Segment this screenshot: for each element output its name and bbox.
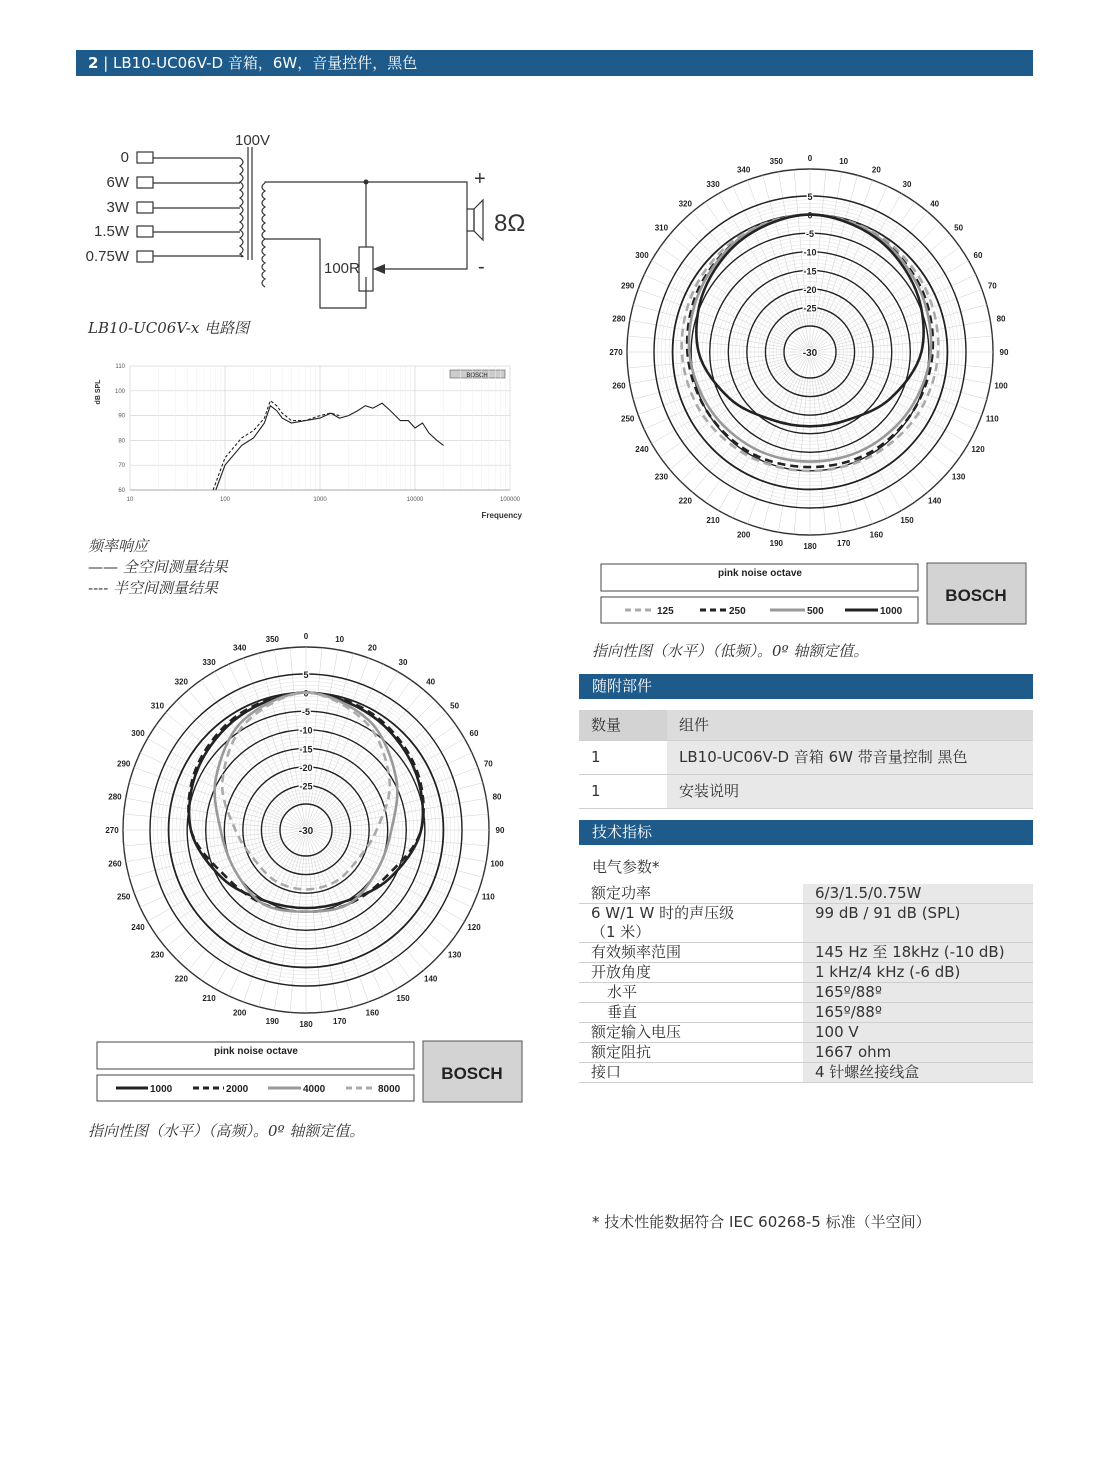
polar-low-legend-title: pink noise octave	[718, 568, 802, 579]
accessories-title: 随附部件	[579, 674, 1033, 699]
polar-angle-label: 210	[202, 994, 216, 1004]
polar-angle-label: 280	[612, 314, 626, 324]
polar-angle-label: 200	[736, 530, 751, 540]
accessory-qty: 1	[579, 741, 667, 775]
table-row	[579, 1023, 1033, 1043]
freq-caption-half: ---- 半空间测量结果	[88, 579, 219, 597]
polar-r-tick-label: -15	[299, 744, 313, 755]
spec-label: 垂直	[579, 1003, 803, 1023]
specs-table	[579, 884, 1033, 1083]
table-row	[579, 904, 1033, 943]
freq-ytick-label: 60	[118, 488, 125, 494]
freq-ytick-label: 80	[118, 438, 125, 445]
polar-angle-label: 20	[367, 643, 377, 653]
polar-r-tick-label: -20	[803, 284, 817, 295]
polar-angle-label: 280	[108, 792, 122, 802]
polar-angle-label: 260	[108, 859, 122, 869]
polar-angle-label: 110	[481, 892, 495, 902]
polar-angle-label: 110	[985, 414, 999, 424]
tap-label-3: 1.5W	[93, 223, 129, 240]
specs-title: 技术指标	[579, 820, 1033, 845]
polar-angle-label: 10	[335, 634, 345, 644]
polar-angle-label: 300	[635, 251, 649, 260]
polar-angle-label: 290	[117, 759, 131, 769]
polar-angle-label: 0	[807, 154, 813, 163]
polar-r-tick-label: 5	[807, 192, 813, 202]
polar-angle-label: 240	[635, 445, 649, 454]
polar-chart-high	[96, 618, 516, 1038]
polar-angle-label: 230	[150, 950, 165, 960]
polar-angle-label: 330	[706, 179, 720, 189]
polar-angle-label: 50	[954, 223, 964, 233]
polar-angle-label: 250	[117, 892, 131, 902]
polar-angle-label: 0	[303, 632, 309, 641]
spec-value: 165º/88º	[803, 1003, 1033, 1023]
freq-xtick-label: 100000	[499, 497, 521, 503]
polar-r-tick-label: -5	[805, 229, 815, 240]
tap-terminal-0	[137, 152, 153, 163]
freq-caption-full: —— 全空间测量结果	[88, 558, 228, 576]
freq-xtick-label: 10000	[406, 497, 424, 503]
loudspeaker-icon	[467, 200, 483, 240]
polar-high-caption: 指向性图（水平）（高频）。0º 轴额定值。	[88, 1122, 365, 1140]
polar-angle-label: 30	[398, 657, 408, 667]
spec-label: 额定输入电压	[579, 1023, 803, 1043]
polar-high-legend-0: 1000	[150, 1084, 173, 1095]
polar-r-tick-label: -20	[299, 762, 313, 773]
polar-angle-label: 320	[678, 199, 692, 209]
polar-high-legend-2: 4000	[303, 1084, 326, 1095]
polar-high-logo: BOSCH	[441, 1064, 503, 1083]
freq-ytick-label: 110	[115, 364, 125, 370]
spec-label: 水平	[579, 983, 803, 1003]
polar-angle-label: 310	[654, 223, 669, 233]
polar-angle-label: 310	[150, 701, 165, 711]
specs-footnote: * 技术性能数据符合 IEC 60268-5 标准（半空间）	[592, 1213, 931, 1231]
polar-angle-label: 330	[202, 657, 216, 667]
polar-low-legend-0: 125	[657, 606, 674, 617]
freq-ytick-label: 90	[118, 413, 125, 420]
spec-label: 额定阻抗	[579, 1043, 803, 1063]
freq-caption-title: 频率响应	[88, 537, 149, 555]
polar-angle-label: 130	[951, 472, 966, 482]
spec-label: 6 W/1 W 时的声压级 （1 米）	[579, 904, 803, 943]
polar-high-legend-3: 8000	[378, 1084, 401, 1095]
polar-r-tick-label: -25	[299, 781, 313, 792]
polar-low-logo: BOSCH	[945, 586, 1007, 605]
polar-angle-label: 230	[654, 472, 669, 482]
polar-angle-label: 190	[265, 1017, 279, 1027]
spec-value: 1667 ohm	[803, 1043, 1033, 1063]
polar-angle-label: 90	[999, 348, 1009, 357]
polar-r-tick-label: -10	[299, 725, 313, 736]
polar-r-tick-label: -15	[803, 266, 817, 277]
accessories-table	[579, 710, 1033, 809]
polar-angle-label: 80	[492, 792, 502, 802]
tap-label-0: 0	[120, 149, 129, 166]
polar-angle-label: 180	[803, 542, 817, 551]
polar-angle-label: 300	[131, 729, 145, 738]
polar-r-tick-label: -5	[301, 707, 311, 718]
polar-r-tick-label: 0	[303, 688, 309, 699]
polar-angle-label: 90	[495, 826, 505, 835]
polar-r-tick-label: 5	[303, 670, 309, 680]
accessories-header-row	[579, 710, 1033, 741]
polar-angle-label: 250	[621, 414, 635, 424]
accessory-name: 安装说明	[667, 775, 1033, 809]
page-title: LB10-UC06V-D 音箱，6W，音量控件，黑色	[113, 54, 418, 72]
polar-angle-label: 350	[769, 156, 783, 166]
freq-xtick-label: 10	[126, 497, 134, 503]
polar-angle-label: 350	[265, 634, 279, 644]
table-row	[579, 775, 1033, 809]
accessory-name: LB10-UC06V-D 音箱 6W 带音量控制 黑色	[667, 741, 1033, 775]
polar-angle-label: 170	[333, 1017, 347, 1027]
freq-xtick-label: 100	[219, 497, 231, 503]
table-row	[579, 1063, 1033, 1083]
polar-angle-label: 70	[987, 281, 997, 291]
accessories-header-component: 组件	[667, 710, 1033, 741]
polar-angle-label: 340	[232, 643, 247, 653]
freq-series-half-space	[213, 401, 339, 490]
minus-terminal: -	[478, 256, 485, 278]
polar-angle-label: 60	[973, 251, 983, 260]
polar-angle-label: 180	[299, 1020, 313, 1029]
polar-angle-label: 80	[996, 314, 1006, 324]
specs-subtitle: 电气参数*	[592, 858, 660, 876]
polar-angle-label: 270	[609, 348, 623, 357]
plus-terminal: +	[474, 168, 486, 190]
polar-angle-label: 170	[837, 539, 851, 549]
freq-ytick-label: 70	[118, 463, 125, 470]
spec-value: 145 Hz 至 18kHz (-10 dB)	[803, 943, 1033, 963]
polar-angle-label: 260	[612, 381, 626, 391]
spec-value: 165º/88º	[803, 983, 1033, 1003]
transformer-primary-coil	[240, 158, 243, 257]
accessories-header-qty: 数量	[579, 710, 667, 741]
tap-label-2: 3W	[106, 199, 129, 216]
transformer-secondary-coil	[262, 183, 265, 287]
polar-angle-label: 270	[105, 826, 119, 835]
spec-value: 6/3/1.5/0.75W	[803, 884, 1033, 904]
freq-caption	[88, 536, 228, 599]
spec-value: 99 dB / 91 dB (SPL)	[803, 904, 1033, 943]
polar-r-tick-label: -30	[298, 826, 314, 837]
polar-angle-label: 220	[678, 496, 692, 506]
spec-label: 接口	[579, 1063, 803, 1083]
polar-angle-label: 340	[736, 165, 751, 175]
polar-r-tick-label: -10	[803, 247, 817, 258]
polar-angle-label: 290	[621, 281, 635, 291]
spec-label: 开放角度	[579, 963, 803, 983]
polar-angle-label: 40	[426, 677, 436, 687]
polar-angle-label: 140	[928, 496, 942, 506]
polar-angle-label: 120	[467, 923, 481, 932]
polar-angle-label: 320	[174, 677, 188, 687]
spec-label: 有效频率范围	[579, 943, 803, 963]
circuit-diagram	[80, 125, 550, 315]
freq-ylabel: dB SPL	[95, 379, 102, 405]
polar-low-legend	[600, 562, 1030, 626]
table-row	[579, 983, 1033, 1003]
polar-r-tick-label: -25	[803, 303, 817, 314]
polar-high-legend-1: 2000	[226, 1084, 249, 1095]
resistor-label: 100R	[324, 260, 360, 277]
polar-low-caption: 指向性图（水平）（低频）。0º 轴额定值。	[592, 642, 869, 660]
polar-angle-label: 20	[871, 165, 881, 175]
polar-angle-label: 40	[930, 199, 940, 209]
tap-terminal-3	[137, 226, 153, 237]
spec-value: 1 kHz/4 kHz (-6 dB)	[803, 963, 1033, 983]
polar-angle-label: 160	[365, 1008, 380, 1018]
polar-low-legend-1: 250	[729, 606, 746, 617]
polar-high-legend	[96, 1040, 526, 1104]
frequency-response-chart	[88, 358, 528, 523]
tap-label-4: 0.75W	[85, 248, 129, 265]
tap-terminal-2	[137, 202, 153, 213]
tap-label-1: 6W	[106, 174, 129, 191]
spec-label: 额定功率	[579, 884, 803, 904]
polar-angle-label: 30	[902, 179, 912, 189]
polar-angle-label: 150	[396, 994, 410, 1004]
polar-low-legend-3: 1000	[880, 606, 903, 617]
polar-angle-label: 50	[450, 701, 460, 711]
circuit-primary-label: 100V	[235, 132, 271, 149]
polar-angle-label: 130	[447, 950, 462, 960]
polar-high-legend-title: pink noise octave	[214, 1046, 298, 1057]
polar-angle-label: 210	[706, 516, 720, 526]
polar-angle-label: 220	[174, 974, 188, 984]
tap-terminal-1	[137, 177, 153, 188]
table-row	[579, 1043, 1033, 1063]
polar-r-tick-label: 0	[807, 210, 813, 221]
header-separator: |	[98, 54, 114, 72]
freq-logo: BOSCH	[466, 373, 488, 379]
table-row	[579, 884, 1033, 904]
freq-series-full-space	[216, 403, 444, 490]
accessory-qty: 1	[579, 775, 667, 809]
spec-value: 4 针螺丝接线盒	[803, 1063, 1033, 1083]
page-header	[76, 50, 1033, 76]
tap-terminal-4	[137, 251, 153, 262]
polar-angle-label: 160	[869, 530, 884, 540]
table-row	[579, 943, 1033, 963]
table-row	[579, 1003, 1033, 1023]
page-number: 2	[88, 54, 99, 72]
polar-angle-label: 150	[900, 516, 914, 526]
polar-angle-label: 200	[232, 1008, 247, 1018]
polar-low-legend-2: 500	[807, 606, 824, 617]
polar-r-tick-label: -30	[802, 348, 818, 359]
table-row	[579, 741, 1033, 775]
polar-angle-label: 120	[971, 445, 985, 454]
polar-chart-low	[600, 140, 1020, 560]
polar-angle-label: 10	[839, 156, 849, 166]
freq-ytick-label: 100	[114, 388, 125, 395]
polar-angle-label: 100	[994, 381, 1008, 391]
spec-value: 100 V	[803, 1023, 1033, 1043]
freq-xlabel: Frequency	[481, 511, 522, 520]
table-row	[579, 963, 1033, 983]
polar-angle-label: 240	[131, 923, 145, 932]
circuit-caption: LB10-UC06V-x 电路图	[88, 319, 250, 337]
polar-angle-label: 140	[424, 974, 438, 984]
polar-angle-label: 70	[483, 759, 493, 769]
impedance-label: 8Ω	[494, 210, 526, 237]
freq-xtick-label: 1000	[313, 497, 327, 503]
polar-angle-label: 190	[769, 539, 783, 549]
polar-angle-label: 60	[469, 729, 479, 738]
polar-angle-label: 100	[490, 859, 504, 869]
